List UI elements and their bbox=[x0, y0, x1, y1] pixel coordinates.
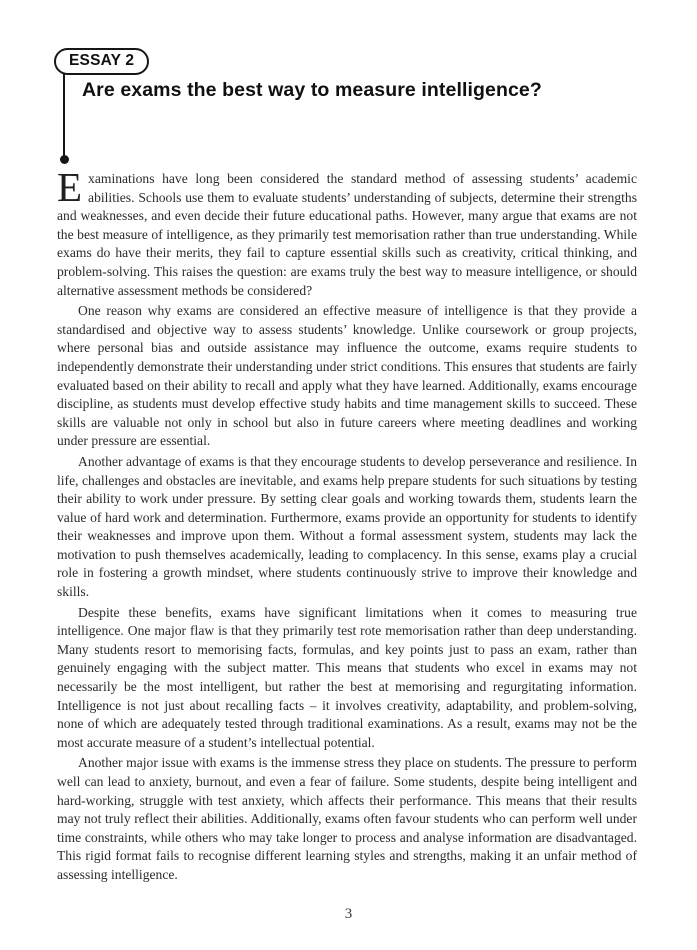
page-number: 3 bbox=[344, 906, 353, 922]
drop-cap: E bbox=[57, 164, 83, 210]
paragraph-4: Despite these benefits, exams have significant limitations when it comes to measuring true intelligence. One major flaw is that they primarily test rote memorisation rather than deep understanding. Many students resort to memorising facts, formulas, and key points just to pass an exam, rather than genuinely engaging with the subject matter. This means that students who excel in exams may not necessarily be the most intelligent, but rather the best at memorising and regurgitating information. Intelligence is not just about recalling facts – it involves creativity, adaptability, and problem-solving, none of which are adequately tested through traditional examinations. As a result, exams may not be the most accurate measure of a student’s intellectual potential. bbox=[57, 604, 637, 750]
paragraph-5: Another major issue with exams is the immense stress they place on students. The pressure to perform well can lead to anxiety, burnout, and even a fear of failure. Some students, despite being intelligent and hard-working, struggle with test anxiety, which affects their performance. This means that their results may not truly reflect their abilities. Additionally, exams often favour students who can perform well under time constraints, while others who may take longer to process and analyse information are disadvantaged. This rigid format fails to recognise different learning styles and strengths, making it an unfair method of assessing intelligence. bbox=[57, 755, 637, 882]
paragraph-1-text: xaminations have long been considered the standard method of assessing students’ academic abilities. Schools use them to evaluate students’ understanding of subjects, determine their strengths and weaknesses, and even decide their future educational paths. However, many argue that exams are not the best measure of intelligence, as they primarily test memorisation rather than true understanding. While exams do have their merits, they fail to capture essential skills such as creativity, critical thinking, and problem-solving. This raises the question: are exams truly the best way to measure intelligence, or should alternative assessment methods be considered? bbox=[57, 171, 637, 298]
essay-title: Are exams the best way to measure intelligence? bbox=[82, 79, 542, 101]
connector-line bbox=[63, 72, 65, 158]
paragraph-3: Another advantage of exams is that they encourage students to develop perseverance and resilience. In life, challenges and obstacles are inevitable, and exams help prepare students for such situations by testing their ability to work under pressure. By setting clear goals and working towards them, students learn the value of hard work and determination. Furthermore, exams provide an opportunity for students to identify their weaknesses and improve upon them. Without a formal assessment system, students may lack the motivation to push themselves academically, leading to complacency. In this sense, exams play a crucial role in fostering a growth mindset, where students continuously strive to improve their knowledge and skills. bbox=[57, 453, 637, 600]
essay-body bbox=[57, 164, 637, 887]
paragraph-1 bbox=[57, 164, 637, 300]
essay-number-badge: ESSAY 2 bbox=[54, 48, 149, 75]
paragraph-2: One reason why exams are considered an effective measure of intelligence is that they provide a standardised and objective way to assess students’ knowledge. Unlike coursework or group projects, where personal bias and outside assistance may influence the outcome, exams require students to independently demonstrate their understanding under strict conditions. This ensures that students are fairly evaluated based on their ability to recall and apply what they have learned. Additionally, exams encourage discipline, as students must develop effective study habits and time management skills to succeed. These skills are valuable not only in school but also in future careers where meeting deadlines and working under pressure are essential. bbox=[57, 303, 637, 449]
